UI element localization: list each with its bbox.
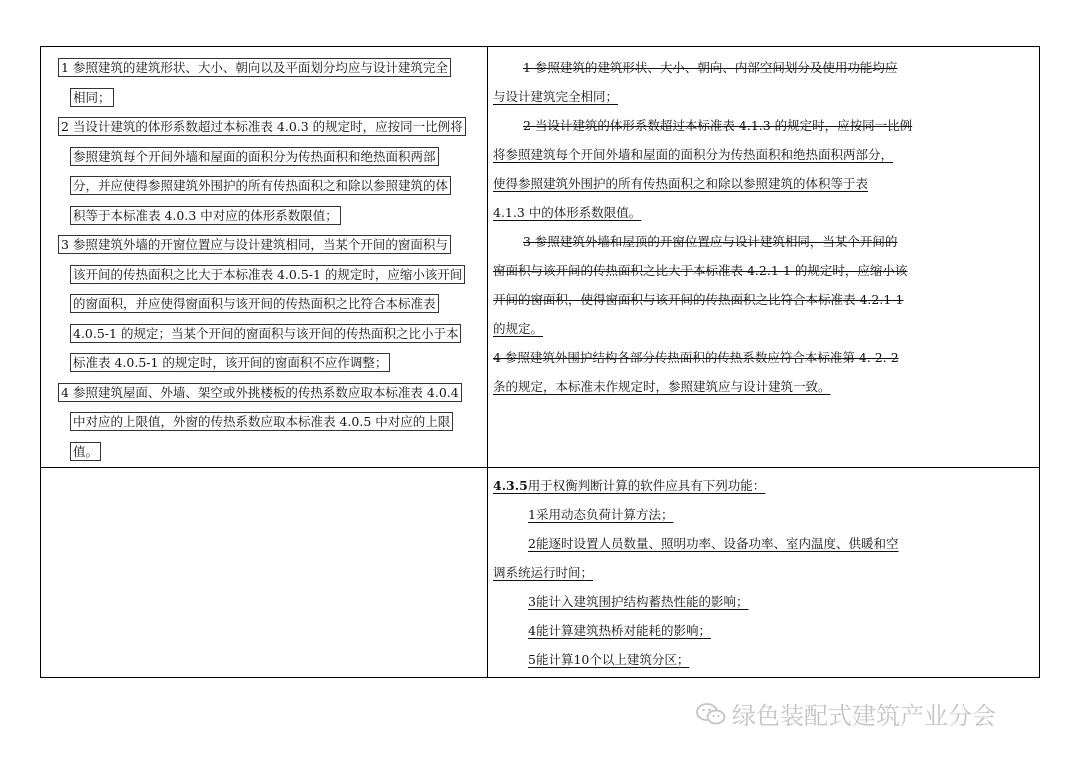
function-item: 3能计入建筑围护结构蓄热性能的影响； [528,594,749,609]
right-line: 的规定。 [493,321,544,336]
row-divider [41,467,1039,468]
right-line: 1 参照建筑的建筑形状、大小、朝向、内部空间划分及使用功能均应 [523,60,898,75]
left-line: 4.0.5-1 的规定；当某个开间的窗面积与该开间的传热面积之比小于本 [70,324,461,343]
left-line: 3 参照建筑外墙的开窗位置应与设计建筑相同，当某个开间的窗面积与 [58,235,451,254]
left-line: 的窗面积，并应使得窗面积与该开间的传热面积之比符合本标准表 [70,294,439,313]
right-line: 3 参照建筑外墙和屋顶的开窗位置应与设计建筑相同，当某个开间的 [523,234,898,249]
function-item: 2能逐时设置人员数量、照明功率、设备功率、室内温度、供暖和空 [528,536,899,551]
left-line: 分，并应使得参照建筑外围护的所有传热面积之和除以参照建筑的体 [70,176,451,195]
right-line: 开间的窗面积，使得窗面积与该开间的传热面积之比符合本标准表 4.2.1-1 [493,292,904,307]
left-line: 相同； [70,88,114,107]
right-line: 条的规定，本标准未作规定时，参照建筑应与设计建筑一致。 [493,379,831,394]
left-line: 参照建筑每个开间外墙和屋面的面积分为传热面积和绝热面积两部 [70,147,439,166]
watermark [696,696,996,731]
right-line: 4 参照建筑外围护结构各部分传热面积的传热系数应符合本标准第 4. 2. 2 [493,350,899,365]
function-item: 5能计算10个以上建筑分区； [528,652,690,667]
watermark-text: 绿色装配式建筑产业分会 [732,702,996,730]
left-line: 4 参照建筑屋面、外墙、架空或外挑楼板的传热系数应取本标准表 4.0.4 [58,383,462,402]
left-line: 该开间的传热面积之比大于本标准表 4.0.5-1 的规定时，应缩小该开间 [70,265,465,284]
left-cell-old-clause [56,53,482,466]
wechat-icon [696,702,726,726]
right-line: 窗面积与该开间的传热面积之比大于本标准表 4.2.1-1 的规定时，应缩小该 [493,263,908,278]
clause-text: 用于权衡判断计算的软件应具有下列功能： [527,478,766,493]
left-line: 中对应的上限值，外窗的传热系数应取本标准表 4.0.5 中对应的上限 [70,412,453,431]
function-item: 1采用动态负荷计算方法； [528,507,674,522]
left-line: 积等于本标准表 4.0.3 中对应的体形系数限值； [70,206,341,225]
right-line: 与设计建筑完全相同； [493,89,619,104]
clause-number: 4.3.5 [493,478,528,493]
new-clause-4-3-5 [493,471,1037,674]
left-line: 1 参照建筑的建筑形状、大小、朝向以及平面划分均应与设计建筑完全 [58,58,451,77]
left-line: 标准表 4.0.5-1 的规定时，该开间的窗面积不应作调整； [70,353,390,372]
right-line: 将参照建筑每个开间外墙和屋面的面积分为传热面积和绝热面积两部分， [493,147,894,162]
left-line: 2 当设计建筑的体形系数超过本标准表 4.0.3 的规定时，应按同一比例将 [58,117,466,136]
left-line: 值。 [70,442,101,461]
right-line: 2 当设计建筑的体形系数超过本标准表 4.1.3 的规定时，应按同一比例 [523,118,913,133]
comparison-table [40,46,1040,678]
function-item: 调系统运行时间； [493,565,594,580]
right-cell-new-clause [493,53,1037,401]
column-divider [487,47,488,677]
right-line: 使得参照建筑外围护的所有传热面积之和除以参照建筑的体积等于表 [493,176,869,191]
right-line: 4.1.3 中的体形系数限值。 [493,205,642,220]
function-item: 4能计算建筑热桥对能耗的影响； [528,623,711,638]
